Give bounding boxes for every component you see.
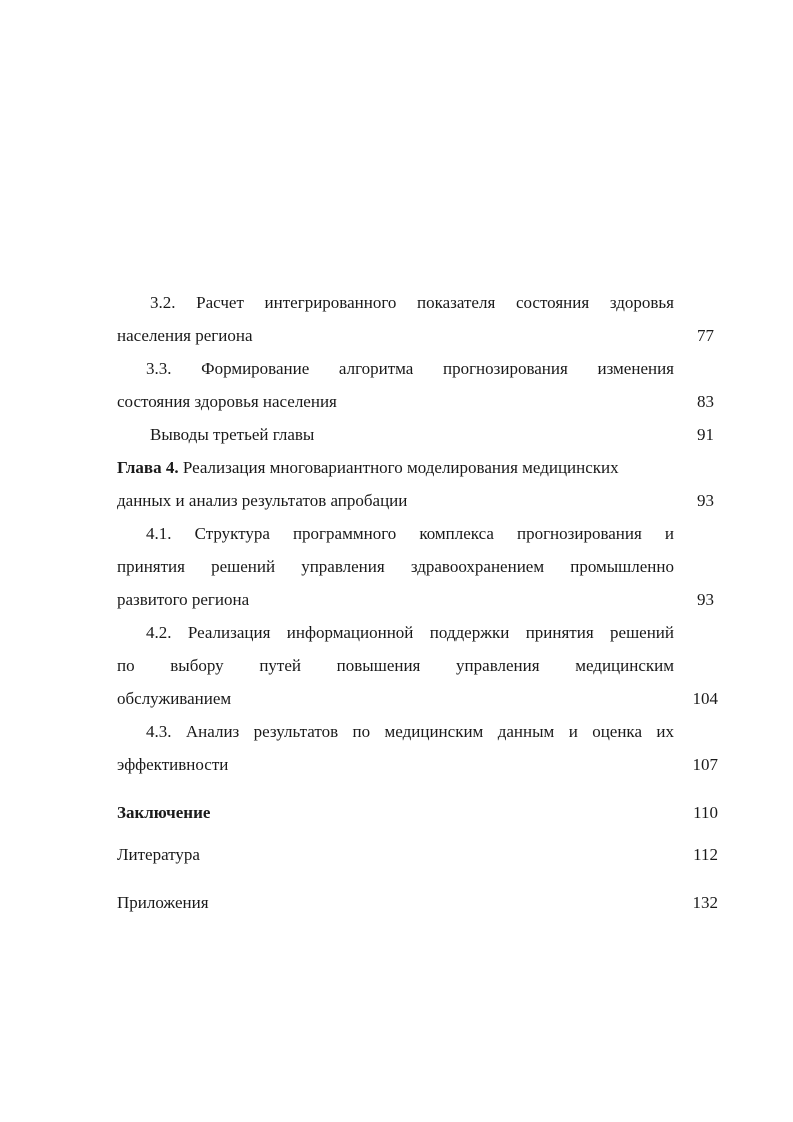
- toc-entry-3-2-page: 77: [697, 326, 714, 345]
- toc-entry-4-2-page: 104: [692, 689, 718, 708]
- toc-entry-3-3-line1: 3.3. Формирование алгоритма прогнозирования изменения: [146, 359, 674, 378]
- toc-entry-conclusion-page: 110: [693, 803, 718, 822]
- toc-entry-4-3-line2: эффективности: [117, 755, 229, 774]
- toc-entry-4-1-line3: развитого региона: [117, 590, 250, 609]
- toc-entry-4-1-page: 93: [697, 590, 714, 609]
- toc-entry-3-3-line2: состояния здоровья населения: [117, 392, 337, 411]
- toc-entry-chapter4-line2: данных и анализ результатов апробации: [117, 491, 408, 510]
- toc-entry-3-2-line2: населения региона: [117, 326, 253, 345]
- chapter4-title-part1: Реализация многовариантного моделирования медицинских: [178, 458, 619, 477]
- toc-entry-chapter4-page: 93: [697, 491, 714, 510]
- toc-entry-literature: Литература: [117, 845, 200, 864]
- toc-entry-4-1-line2: принятия решений управления здравоохранением промышленно: [117, 557, 674, 576]
- toc-entry-4-3-page: 107: [692, 755, 718, 774]
- toc-entry-4-2-line3: обслуживанием: [117, 689, 232, 708]
- toc-entry-chapter3-conclusions-page: 91: [697, 425, 714, 444]
- toc-entry-chapter3-conclusions: Выводы третьей главы: [150, 425, 315, 444]
- chapter4-label: Глава 4.: [117, 458, 179, 477]
- toc-entry-3-3-page: 83: [697, 392, 714, 411]
- toc-entry-4-3-line1: 4.3. Анализ результатов по медицинским данным и оценка их: [146, 722, 674, 741]
- toc-entry-3-2-line1: 3.2. Расчет интегрированного показателя состояния здоровья: [150, 293, 674, 312]
- toc-entry-conclusion: Заключение: [117, 803, 211, 822]
- toc-entry-appendices: Приложения: [117, 893, 209, 912]
- toc-entry-4-2-line2: по выбору путей повышения управления медицинским: [117, 656, 674, 675]
- toc-entry-4-2-line1: 4.2. Реализация информационной поддержки принятия решений: [146, 623, 674, 642]
- toc-entry-4-1-line1: 4.1. Структура программного комплекса прогнозирования и: [146, 524, 674, 543]
- toc-entry-chapter4-line1: [117, 458, 674, 478]
- toc-entry-appendices-page: 132: [692, 893, 718, 912]
- toc-entry-literature-page: 112: [693, 845, 718, 864]
